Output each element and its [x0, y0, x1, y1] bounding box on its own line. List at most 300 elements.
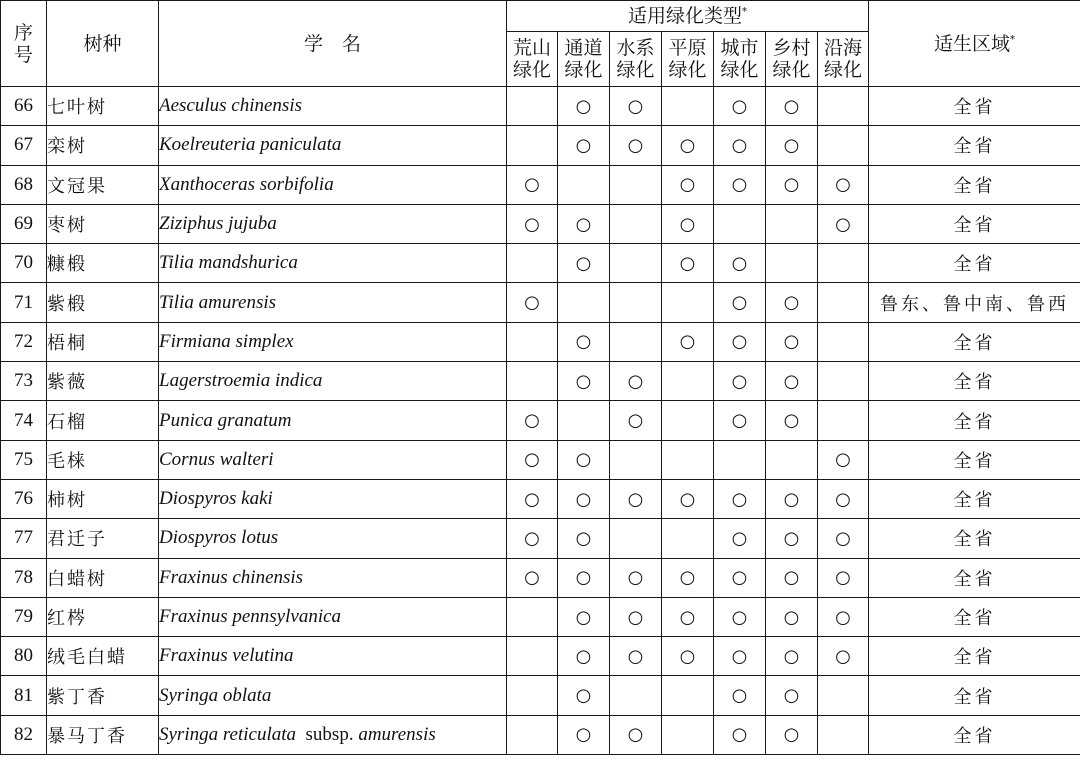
header-green-type-line2: 绿化: [824, 59, 863, 81]
circle-mark-icon: ○: [731, 410, 748, 432]
circle-mark-icon: ○: [783, 567, 800, 589]
circle-mark-icon: ○: [575, 331, 592, 353]
circle-mark-icon: ○: [575, 449, 592, 471]
species-name: 暴马丁香: [47, 715, 159, 754]
scientific-name: [159, 715, 507, 754]
scientific-name: [159, 362, 507, 401]
region: 全省: [869, 165, 1080, 204]
green-type-mark: [662, 165, 714, 204]
green-type-mark: [610, 597, 662, 636]
green-type-mark: [662, 597, 714, 636]
green-type-mark: [610, 519, 662, 558]
circle-mark-icon: ○: [627, 488, 644, 510]
circle-mark-icon: ○: [731, 606, 748, 628]
row-number: 78: [1, 558, 47, 597]
circle-mark-icon: ○: [524, 410, 540, 432]
header-green-type-6: [818, 32, 869, 87]
green-type-mark: [766, 558, 818, 597]
green-type-mark: [610, 244, 662, 283]
circle-mark-icon: ○: [731, 645, 748, 667]
header-green-type-2: [610, 32, 662, 87]
scientific-name-genus-species: Lagerstroemia indica: [159, 370, 323, 392]
header-green-type-line1: 荒山: [512, 37, 551, 59]
green-type-mark: [818, 165, 869, 204]
green-type-mark: [558, 322, 610, 361]
green-type-mark: [714, 165, 766, 204]
circle-mark-icon: ○: [783, 134, 800, 156]
header-green-type-line1: 平原: [668, 37, 707, 59]
circle-mark-icon: ○: [524, 449, 540, 471]
circle-mark-icon: ○: [627, 410, 644, 432]
row-number: 69: [1, 204, 47, 243]
green-type-mark: [558, 440, 610, 479]
circle-mark-icon: ○: [731, 567, 748, 589]
region: 全省: [869, 244, 1080, 283]
scientific-name-genus-species: Syringa reticulata: [159, 723, 297, 745]
header-green-type-4: [714, 32, 766, 87]
region: 全省: [869, 676, 1080, 715]
green-type-mark: [714, 401, 766, 440]
row-number: 81: [1, 676, 47, 715]
species-name: 君迁子: [47, 519, 159, 558]
scientific-name: [159, 401, 507, 440]
scientific-name-genus-species: Koelreuteria paniculata: [159, 134, 342, 156]
circle-mark-icon: ○: [524, 213, 540, 235]
green-type-mark: [818, 362, 869, 401]
circle-mark-icon: ○: [783, 488, 800, 510]
green-type-mark: [662, 87, 714, 126]
row-number: 82: [1, 715, 47, 754]
header-green-type-line1: 通道: [564, 37, 603, 59]
circle-mark-icon: ○: [575, 527, 592, 549]
scientific-name: [159, 519, 507, 558]
table-row: [1, 558, 1080, 597]
green-type-mark: [818, 637, 869, 676]
green-type-mark: [714, 479, 766, 518]
species-name: 紫薇: [47, 362, 159, 401]
species-name: 白蜡树: [47, 558, 159, 597]
scientific-name: [159, 322, 507, 361]
header-green-types-label: 适用绿化类型: [628, 5, 743, 27]
table-row: [1, 715, 1080, 754]
circle-mark-icon: ○: [783, 174, 800, 196]
green-type-mark: [766, 204, 818, 243]
row-number: 74: [1, 401, 47, 440]
header-green-type-line2: 绿化: [616, 59, 655, 81]
circle-mark-icon: ○: [679, 645, 696, 667]
green-type-mark: [714, 676, 766, 715]
green-type-mark: [558, 715, 610, 754]
circle-mark-icon: ○: [731, 174, 748, 196]
green-type-mark: [766, 637, 818, 676]
green-type-mark: [558, 519, 610, 558]
region: 全省: [869, 87, 1080, 126]
circle-mark-icon: ○: [679, 488, 696, 510]
scientific-name: [159, 637, 507, 676]
green-type-mark: [558, 401, 610, 440]
region: 全省: [869, 126, 1080, 165]
circle-mark-icon: ○: [627, 724, 644, 746]
circle-mark-icon: ○: [524, 174, 540, 196]
header-green-type-line2: 绿化: [720, 59, 759, 81]
circle-mark-icon: ○: [835, 606, 851, 628]
green-type-mark: [714, 87, 766, 126]
row-number: 80: [1, 637, 47, 676]
circle-mark-icon: ○: [783, 645, 800, 667]
green-type-mark: [714, 715, 766, 754]
region: 全省: [869, 362, 1080, 401]
green-type-mark: [610, 558, 662, 597]
circle-mark-icon: ○: [731, 685, 748, 707]
row-number: 68: [1, 165, 47, 204]
circle-mark-icon: ○: [731, 724, 748, 746]
green-type-mark: [766, 87, 818, 126]
green-type-mark: [507, 440, 558, 479]
row-number: 71: [1, 283, 47, 322]
green-type-mark: [766, 244, 818, 283]
header-green-type-line1: 沿海: [824, 37, 863, 59]
header-green-type-5: [766, 32, 818, 87]
green-type-mark: [507, 479, 558, 518]
green-type-mark: [610, 676, 662, 715]
circle-mark-icon: ○: [783, 606, 800, 628]
scientific-name: [159, 204, 507, 243]
green-type-mark: [766, 362, 818, 401]
green-type-mark: [818, 479, 869, 518]
species-name: 柿树: [47, 479, 159, 518]
species-name: 绒毛白蜡: [47, 637, 159, 676]
table-row: [1, 519, 1080, 558]
scientific-name: [159, 479, 507, 518]
row-number: 76: [1, 479, 47, 518]
table-row: [1, 676, 1080, 715]
row-number: 75: [1, 440, 47, 479]
region: 鲁东、鲁中南、鲁西: [869, 283, 1080, 322]
circle-mark-icon: ○: [783, 527, 800, 549]
circle-mark-icon: ○: [575, 645, 592, 667]
green-type-mark: [662, 558, 714, 597]
circle-mark-icon: ○: [679, 567, 696, 589]
scientific-name-genus-species: Fraxinus chinensis: [159, 566, 304, 588]
circle-mark-icon: ○: [679, 174, 696, 196]
circle-mark-icon: ○: [835, 488, 851, 510]
circle-mark-icon: ○: [679, 331, 696, 353]
species-name: 糠椴: [47, 244, 159, 283]
green-type-mark: [818, 87, 869, 126]
circle-mark-icon: ○: [575, 370, 592, 392]
header-no-label: [1, 22, 46, 66]
green-type-mark: [610, 715, 662, 754]
green-type-mark: [662, 322, 714, 361]
region: 全省: [869, 637, 1080, 676]
table-row: [1, 362, 1080, 401]
green-type-mark: [507, 283, 558, 322]
scientific-name-genus-species: Fraxinus velutina: [159, 645, 294, 667]
circle-mark-icon: ○: [731, 331, 748, 353]
region: 全省: [869, 597, 1080, 636]
green-type-mark: [610, 322, 662, 361]
green-type-mark: [610, 401, 662, 440]
circle-mark-icon: ○: [731, 527, 748, 549]
green-type-mark: [818, 440, 869, 479]
green-type-mark: [818, 322, 869, 361]
green-type-mark: [507, 597, 558, 636]
row-number: 72: [1, 322, 47, 361]
scientific-name: [159, 283, 507, 322]
green-type-mark: [662, 362, 714, 401]
green-type-mark: [558, 479, 610, 518]
green-type-mark: [714, 519, 766, 558]
green-type-mark: [818, 597, 869, 636]
green-type-mark: [558, 597, 610, 636]
green-type-mark: [507, 715, 558, 754]
scientific-name-subspecies: amurensis: [358, 723, 436, 745]
header-green-type-line2: 绿化: [564, 59, 603, 81]
header-green-type-3: [662, 32, 714, 87]
green-type-mark: [507, 362, 558, 401]
green-type-mark: [558, 87, 610, 126]
scientific-name-genus-species: Firmiana simplex: [159, 330, 294, 352]
green-type-mark: [558, 244, 610, 283]
green-type-mark: [507, 126, 558, 165]
circle-mark-icon: ○: [627, 370, 644, 392]
header-region: [869, 1, 1080, 87]
circle-mark-icon: ○: [731, 370, 748, 392]
table-row: [1, 87, 1080, 126]
green-type-mark: [714, 440, 766, 479]
region: 全省: [869, 204, 1080, 243]
row-number: 70: [1, 244, 47, 283]
green-type-mark: [610, 126, 662, 165]
header-scientific-name: 学 名: [159, 1, 507, 87]
green-type-mark: [662, 283, 714, 322]
circle-mark-icon: ○: [783, 95, 800, 117]
circle-mark-icon: ○: [783, 685, 800, 707]
green-type-mark: [662, 126, 714, 165]
green-type-mark: [714, 283, 766, 322]
green-type-mark: [662, 401, 714, 440]
green-type-mark: [558, 283, 610, 322]
row-number: 66: [1, 87, 47, 126]
circle-mark-icon: ○: [679, 134, 696, 156]
region: 全省: [869, 479, 1080, 518]
circle-mark-icon: ○: [627, 95, 644, 117]
region: 全省: [869, 715, 1080, 754]
scientific-name-genus-species: Aesculus chinensis: [159, 95, 303, 117]
header-region-label: 适生区域: [934, 32, 1011, 55]
table-row: [1, 165, 1080, 204]
green-type-mark: [714, 362, 766, 401]
scientific-name-genus-species: Xanthoceras sorbifolia: [159, 173, 334, 195]
green-type-mark: [766, 676, 818, 715]
circle-mark-icon: ○: [731, 292, 748, 314]
circle-mark-icon: ○: [679, 606, 696, 628]
table-row: [1, 637, 1080, 676]
green-type-mark: [818, 676, 869, 715]
header-region-star: *: [1010, 34, 1016, 46]
species-name: 栾树: [47, 126, 159, 165]
scientific-name-genus-species: Tilia mandshurica: [159, 252, 298, 274]
circle-mark-icon: ○: [783, 331, 800, 353]
green-type-mark: [766, 322, 818, 361]
circle-mark-icon: ○: [835, 174, 851, 196]
table-row: [1, 401, 1080, 440]
green-type-mark: [766, 597, 818, 636]
header-green-type-1: [558, 32, 610, 87]
circle-mark-icon: ○: [731, 134, 748, 156]
green-type-mark: [558, 165, 610, 204]
region: 全省: [869, 322, 1080, 361]
green-type-mark: [507, 558, 558, 597]
header-green-type-line1: 水系: [616, 37, 655, 59]
green-type-mark: [558, 676, 610, 715]
green-type-mark: [558, 204, 610, 243]
table-row: [1, 597, 1080, 636]
scientific-name-genus-species: Tilia amurensis: [159, 291, 277, 313]
green-type-mark: [558, 558, 610, 597]
region: 全省: [869, 401, 1080, 440]
green-type-mark: [610, 283, 662, 322]
green-type-mark: [610, 87, 662, 126]
green-type-mark: [818, 401, 869, 440]
circle-mark-icon: ○: [783, 410, 800, 432]
header-no: [1, 1, 47, 87]
green-type-mark: [714, 597, 766, 636]
table-body: [1, 87, 1080, 755]
header-no-char: 序: [13, 21, 33, 44]
circle-mark-icon: ○: [783, 724, 800, 746]
circle-mark-icon: ○: [679, 213, 696, 235]
green-type-mark: [662, 715, 714, 754]
circle-mark-icon: ○: [627, 606, 644, 628]
green-type-mark: [766, 126, 818, 165]
circle-mark-icon: ○: [575, 213, 592, 235]
circle-mark-icon: ○: [575, 134, 592, 156]
species-name: 紫椴: [47, 283, 159, 322]
scientific-name: [159, 676, 507, 715]
green-type-mark: [558, 362, 610, 401]
green-type-mark: [507, 204, 558, 243]
scientific-name-rank: subsp.: [305, 723, 354, 745]
green-type-mark: [714, 244, 766, 283]
green-type-mark: [507, 401, 558, 440]
region: 全省: [869, 519, 1080, 558]
green-type-mark: [610, 440, 662, 479]
circle-mark-icon: ○: [575, 606, 592, 628]
species-name: 七叶树: [47, 87, 159, 126]
scientific-name: [159, 440, 507, 479]
table-row: [1, 126, 1080, 165]
region: 全省: [869, 558, 1080, 597]
species-name: 梧桐: [47, 322, 159, 361]
region: 全省: [869, 440, 1080, 479]
circle-mark-icon: ○: [835, 567, 851, 589]
header-species: 树种: [47, 1, 159, 87]
green-type-mark: [507, 676, 558, 715]
green-type-mark: [662, 440, 714, 479]
circle-mark-icon: ○: [731, 252, 748, 274]
green-type-mark: [766, 165, 818, 204]
circle-mark-icon: ○: [783, 370, 800, 392]
species-name: 石榴: [47, 401, 159, 440]
circle-mark-icon: ○: [575, 567, 592, 589]
scientific-name: [159, 597, 507, 636]
green-type-mark: [662, 676, 714, 715]
green-type-mark: [610, 165, 662, 204]
green-type-mark: [507, 637, 558, 676]
green-type-mark: [818, 715, 869, 754]
green-type-mark: [662, 204, 714, 243]
green-type-mark: [714, 558, 766, 597]
green-type-mark: [818, 558, 869, 597]
table-row: [1, 204, 1080, 243]
circle-mark-icon: ○: [524, 567, 540, 589]
circle-mark-icon: ○: [679, 252, 696, 274]
scientific-name-genus-species: Cornus walteri: [159, 448, 274, 470]
scientific-name-genus-species: Punica granatum: [159, 409, 292, 431]
circle-mark-icon: ○: [783, 292, 800, 314]
green-type-mark: [818, 244, 869, 283]
green-type-mark: [766, 479, 818, 518]
green-type-mark: [662, 244, 714, 283]
green-type-mark: [610, 479, 662, 518]
row-number: 77: [1, 519, 47, 558]
header-green-type-0: [507, 32, 558, 87]
circle-mark-icon: ○: [627, 645, 644, 667]
green-type-mark: [610, 637, 662, 676]
green-type-mark: [714, 637, 766, 676]
green-type-mark: [714, 204, 766, 243]
scientific-name-genus-species: Diospyros lotus: [159, 527, 279, 549]
circle-mark-icon: ○: [835, 645, 851, 667]
row-number: 79: [1, 597, 47, 636]
circle-mark-icon: ○: [524, 488, 540, 510]
circle-mark-icon: ○: [524, 292, 540, 314]
header-green-type-line2: 绿化: [772, 59, 811, 81]
scientific-name: [159, 558, 507, 597]
header-green-types-star: *: [742, 6, 748, 18]
green-type-mark: [766, 401, 818, 440]
header-green-type-line1: 乡村: [772, 37, 811, 59]
header-row-top: [1, 1, 1080, 32]
green-type-mark: [714, 126, 766, 165]
circle-mark-icon: ○: [731, 95, 748, 117]
circle-mark-icon: ○: [731, 488, 748, 510]
green-type-mark: [818, 126, 869, 165]
circle-mark-icon: ○: [575, 252, 592, 274]
green-type-mark: [766, 440, 818, 479]
table-row: [1, 440, 1080, 479]
scientific-name: [159, 244, 507, 283]
row-number: 73: [1, 362, 47, 401]
green-type-mark: [507, 322, 558, 361]
scientific-name-genus-species: Syringa oblata: [159, 684, 272, 706]
green-type-mark: [714, 322, 766, 361]
species-name: 毛梾: [47, 440, 159, 479]
species-name: 枣树: [47, 204, 159, 243]
circle-mark-icon: ○: [575, 724, 592, 746]
circle-mark-icon: ○: [524, 527, 540, 549]
green-type-mark: [818, 519, 869, 558]
scientific-name: [159, 165, 507, 204]
circle-mark-icon: ○: [627, 567, 644, 589]
row-number: 67: [1, 126, 47, 165]
table-row: [1, 479, 1080, 518]
green-type-mark: [507, 519, 558, 558]
circle-mark-icon: ○: [835, 527, 851, 549]
green-type-mark: [610, 362, 662, 401]
circle-mark-icon: ○: [627, 134, 644, 156]
